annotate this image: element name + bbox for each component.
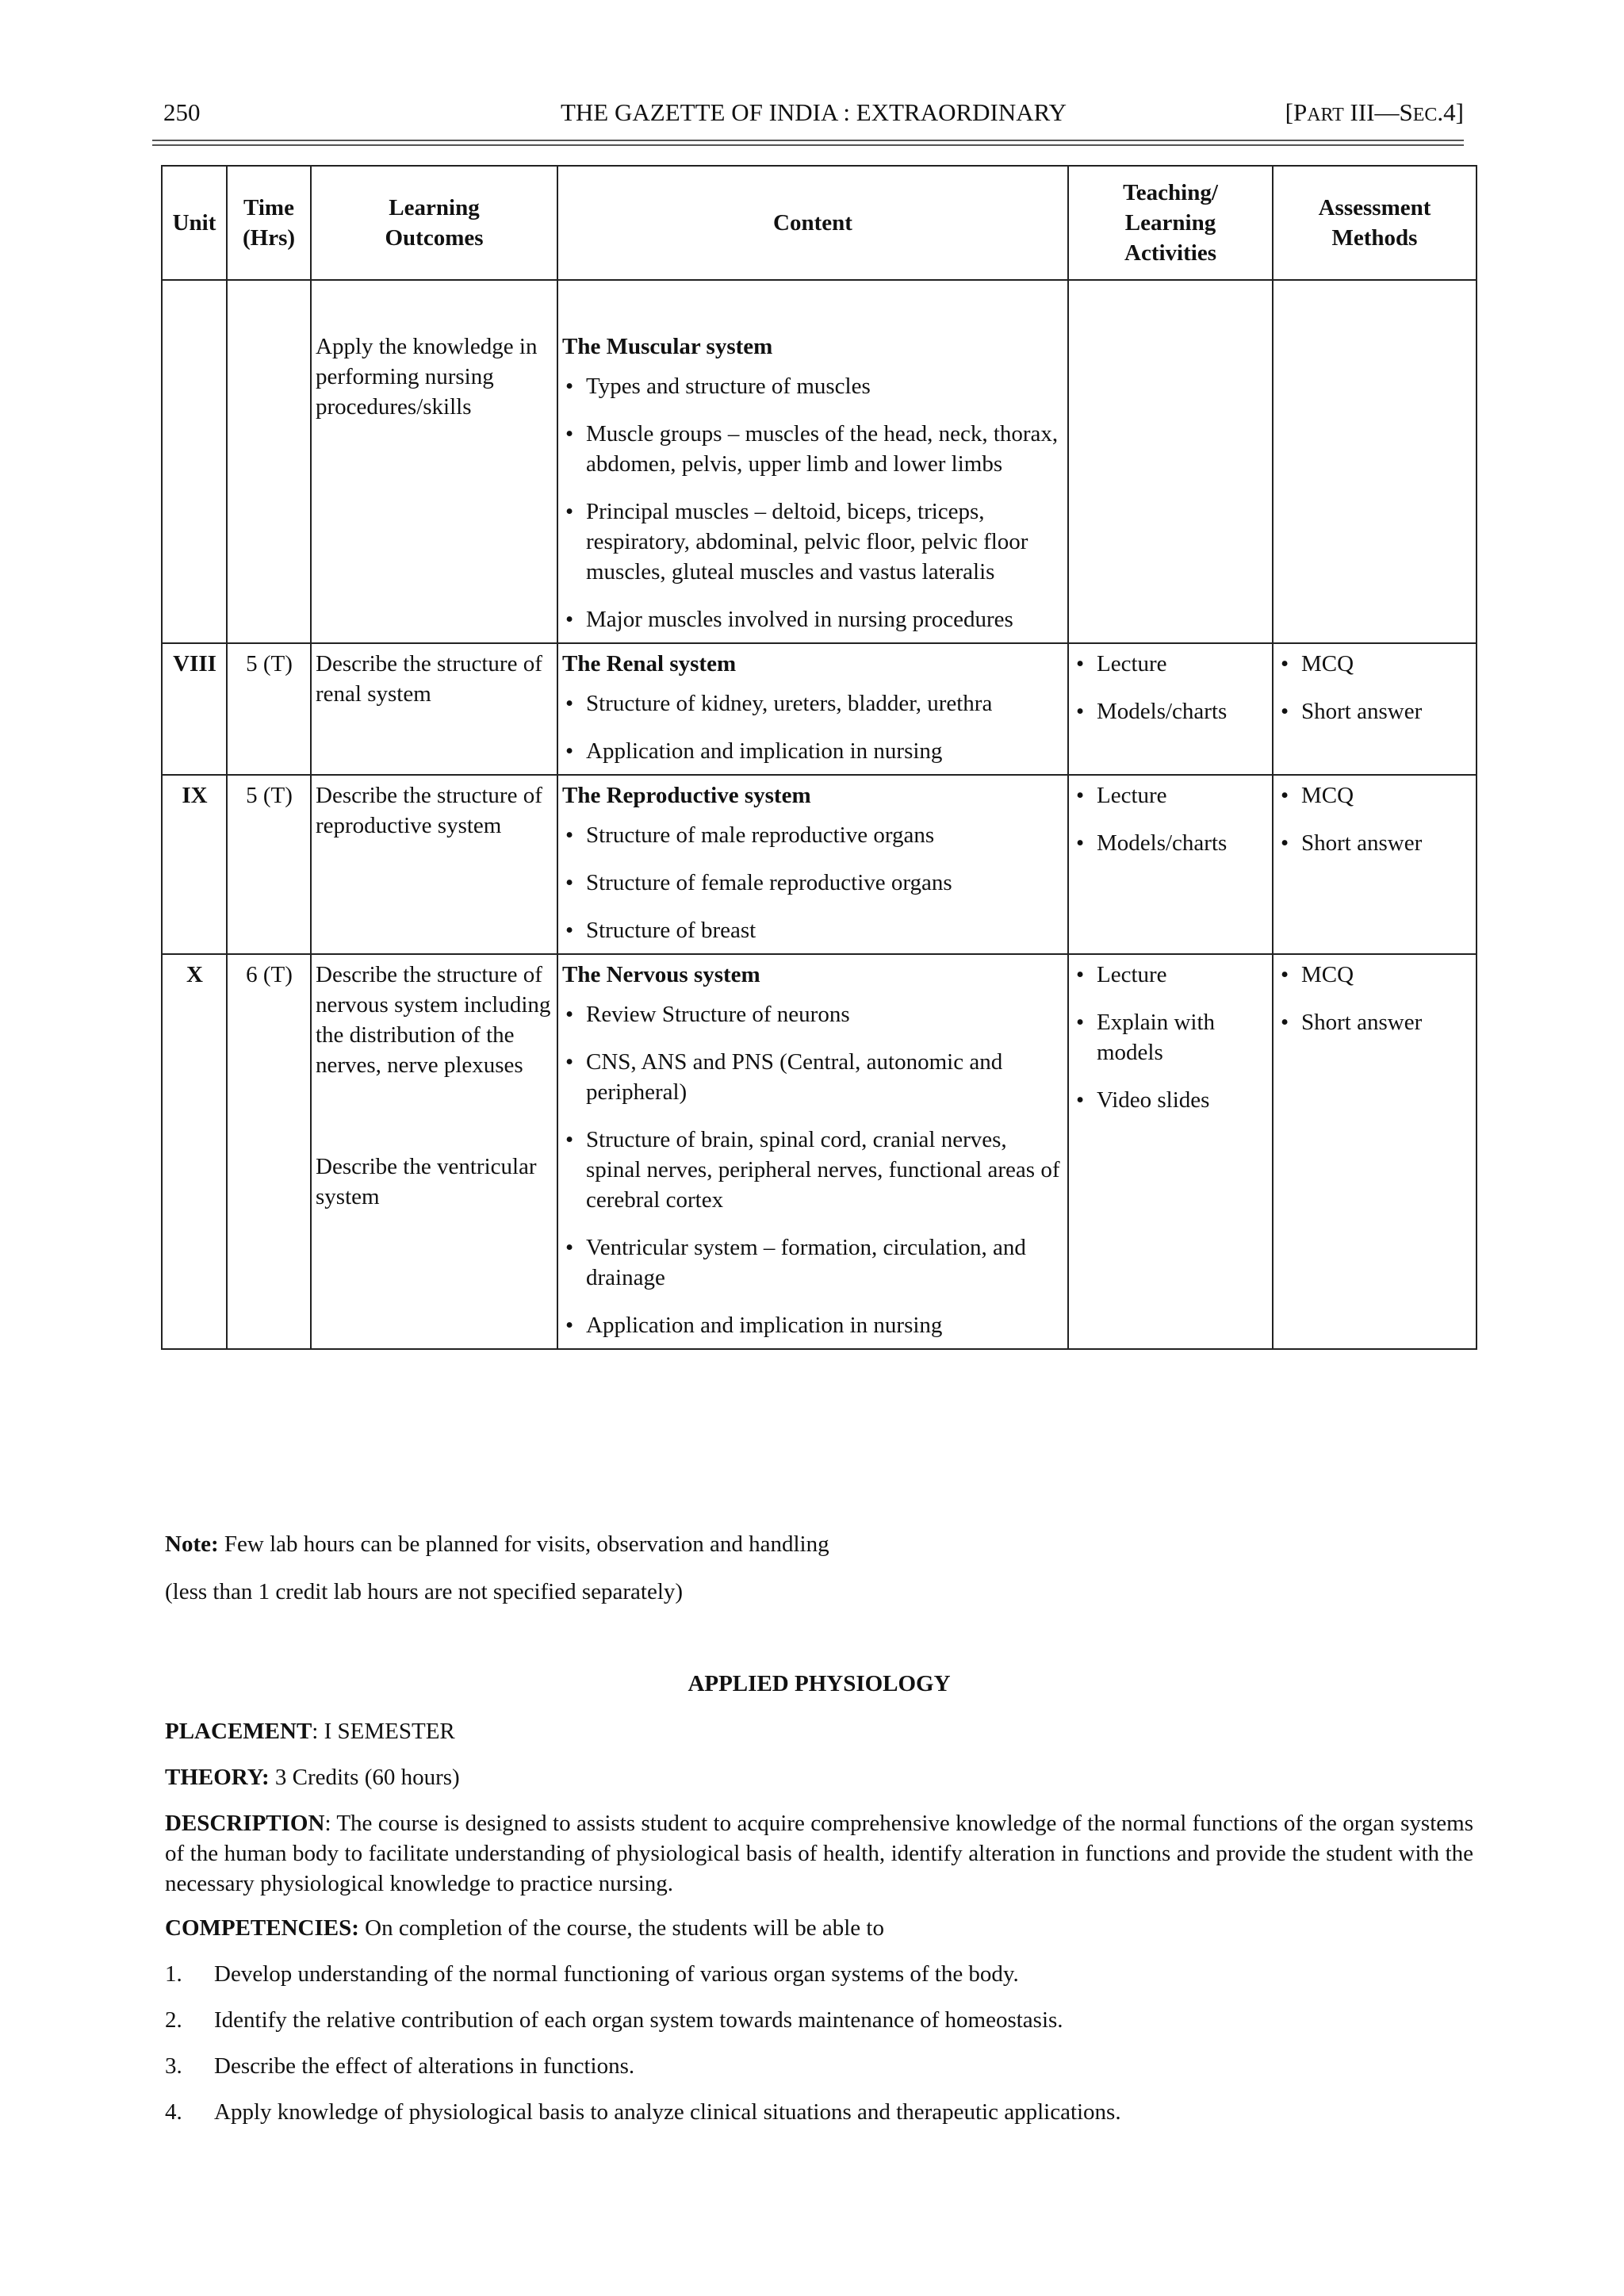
outcome-cell: Describe the structure of nervous system including the distribution of the nerves, nerve plexuses Describe the ventricular system (311, 954, 557, 1349)
content-item: • Structure of breast (562, 915, 1064, 945)
content-item: • Structure of kidney, ureters, bladder, urethra (562, 688, 1064, 719)
content-item: • CNS, ANS and PNS (Central, autonomic and peripheral) (562, 1047, 1064, 1107)
activity-item: • Lecture (1073, 780, 1269, 811)
time-cell: 5 (T) (227, 643, 311, 775)
time-cell: 6 (T) (227, 954, 311, 1349)
content-item: • Major muscles involved in nursing procedures (562, 604, 1064, 634)
assessment-item: • MCQ (1277, 780, 1473, 811)
table-row (162, 280, 1477, 643)
header-content: Content (557, 166, 1068, 280)
assessment-item: • Short answer (1277, 696, 1473, 726)
activity-item: • Explain with models (1073, 1007, 1269, 1068)
content-title: The Muscular system (562, 334, 773, 359)
assessment-cell (1273, 280, 1477, 643)
activity-item: • Video slides (1073, 1085, 1269, 1115)
activities-cell (1068, 280, 1273, 643)
list-item: 1. Develop understanding of the normal functioning of various organ systems of the body. (165, 1961, 1019, 1987)
header-rule-top (152, 140, 1464, 141)
description-paragraph: DESCRIPTION: The course is designed to assists student to acquire comprehensive knowledge of the normal functions of the organ systems of the human body to facilitate understanding of physiological basis of health, identify alteration in functions and provide the student with the necessary physiological knowledge to practice nursing. (165, 1811, 1473, 1896)
content-cell (557, 775, 1068, 954)
syllabus-table (161, 165, 1477, 1350)
assessment-cell (1273, 954, 1477, 1349)
content-item: • Application and implication in nursing (562, 1310, 1064, 1340)
activities-cell (1068, 643, 1273, 775)
activities-cell (1068, 954, 1273, 1349)
content-cell (557, 643, 1068, 775)
unit-cell: VIII (162, 643, 227, 775)
content-item: • Principal muscles – deltoid, biceps, triceps, respiratory, abdominal, pelvic floor, pelvic floor muscles, gluteal muscles and vastus lateralis (562, 496, 1064, 587)
activity-item: • Lecture (1073, 649, 1269, 679)
content-item: • Structure of female reproductive organs (562, 868, 1064, 898)
activity-item: • Models/charts (1073, 828, 1269, 858)
header-teaching-activities: Teaching/ Learning Activities (1068, 166, 1273, 280)
table-note-line2: (less than 1 credit lab hours are not specified separately) (165, 1579, 684, 1604)
content-title: The Nervous system (562, 962, 760, 987)
header-learning-outcomes: Learning Outcomes (311, 166, 557, 280)
assessment-item: • MCQ (1277, 649, 1473, 679)
content-item: • Review Structure of neurons (562, 999, 1064, 1029)
time-cell (227, 280, 311, 643)
content-cell (557, 280, 1068, 643)
header-unit: Unit (162, 166, 227, 280)
content-cell (557, 954, 1068, 1349)
content-item: • Application and implication in nursing (562, 736, 1064, 766)
outcome-cell: Apply the knowledge in performing nursing procedures/skills (311, 280, 557, 643)
assessment-item: • Short answer (1277, 1007, 1473, 1037)
page-number: 250 (163, 98, 201, 126)
table-note: Note: Few lab hours can be planned for visits, observation and handling (165, 1531, 829, 1557)
placement-line: PLACEMENT: I SEMESTER (165, 1719, 455, 1744)
outcome-cell: Describe the structure of renal system (311, 643, 557, 775)
table-header-row (162, 166, 1477, 280)
unit-cell (162, 280, 227, 643)
header-time: Time (Hrs) (227, 166, 311, 280)
gazette-title: THE GAZETTE OF INDIA : EXTRAORDINARY (560, 98, 1067, 126)
competencies-list (165, 1959, 1473, 2143)
activity-item: • Lecture (1073, 960, 1269, 990)
content-item: • Muscle groups – muscles of the head, neck, thorax, abdomen, pelvis, upper limb and lower limbs (562, 419, 1064, 479)
content-title: The Renal system (562, 651, 737, 677)
assessment-cell (1273, 775, 1477, 954)
assessment-item: • MCQ (1277, 960, 1473, 990)
assessment-cell (1273, 643, 1477, 775)
outcome-cell: Describe the structure of reproductive system (311, 775, 557, 954)
unit-cell: IX (162, 775, 227, 954)
table-row (162, 643, 1477, 775)
theory-line: THEORY: 3 Credits (60 hours) (165, 1765, 460, 1790)
unit-cell: X (162, 954, 227, 1349)
header-rule-bottom (152, 144, 1464, 146)
assessment-item: • Short answer (1277, 828, 1473, 858)
content-item: • Types and structure of muscles (562, 371, 1064, 401)
activity-item: • Models/charts (1073, 696, 1269, 726)
activities-cell (1068, 775, 1273, 954)
table-row (162, 775, 1477, 954)
content-item: • Ventricular system – formation, circulation, and drainage (562, 1232, 1064, 1293)
section-heading: APPLIED PHYSIOLOGY (688, 1671, 951, 1696)
competencies-intro: COMPETENCIES: On completion of the course, the students will be able to (165, 1915, 884, 1941)
list-item: 3. Describe the effect of alterations in functions. (165, 2053, 635, 2079)
content-item: • Structure of male reproductive organs (562, 820, 1064, 850)
content-title: The Reproductive system (562, 783, 811, 808)
list-item: 4. Apply knowledge of physiological basis to analyze clinical situations and therapeutic applications. (165, 2099, 1121, 2125)
list-item: 2. Identify the relative contribution of each organ system towards maintenance of homeostasis. (165, 2007, 1063, 2033)
page-header (163, 98, 1464, 133)
table-row (162, 954, 1477, 1349)
time-cell: 5 (T) (227, 775, 311, 954)
part-section-label: [PART III—SEC.4] (1285, 98, 1464, 126)
content-item: • Structure of brain, spinal cord, cranial nerves, spinal nerves, peripheral nerves, functional areas of cerebral cortex (562, 1125, 1064, 1215)
header-assessment-methods: Assessment Methods (1273, 166, 1477, 280)
